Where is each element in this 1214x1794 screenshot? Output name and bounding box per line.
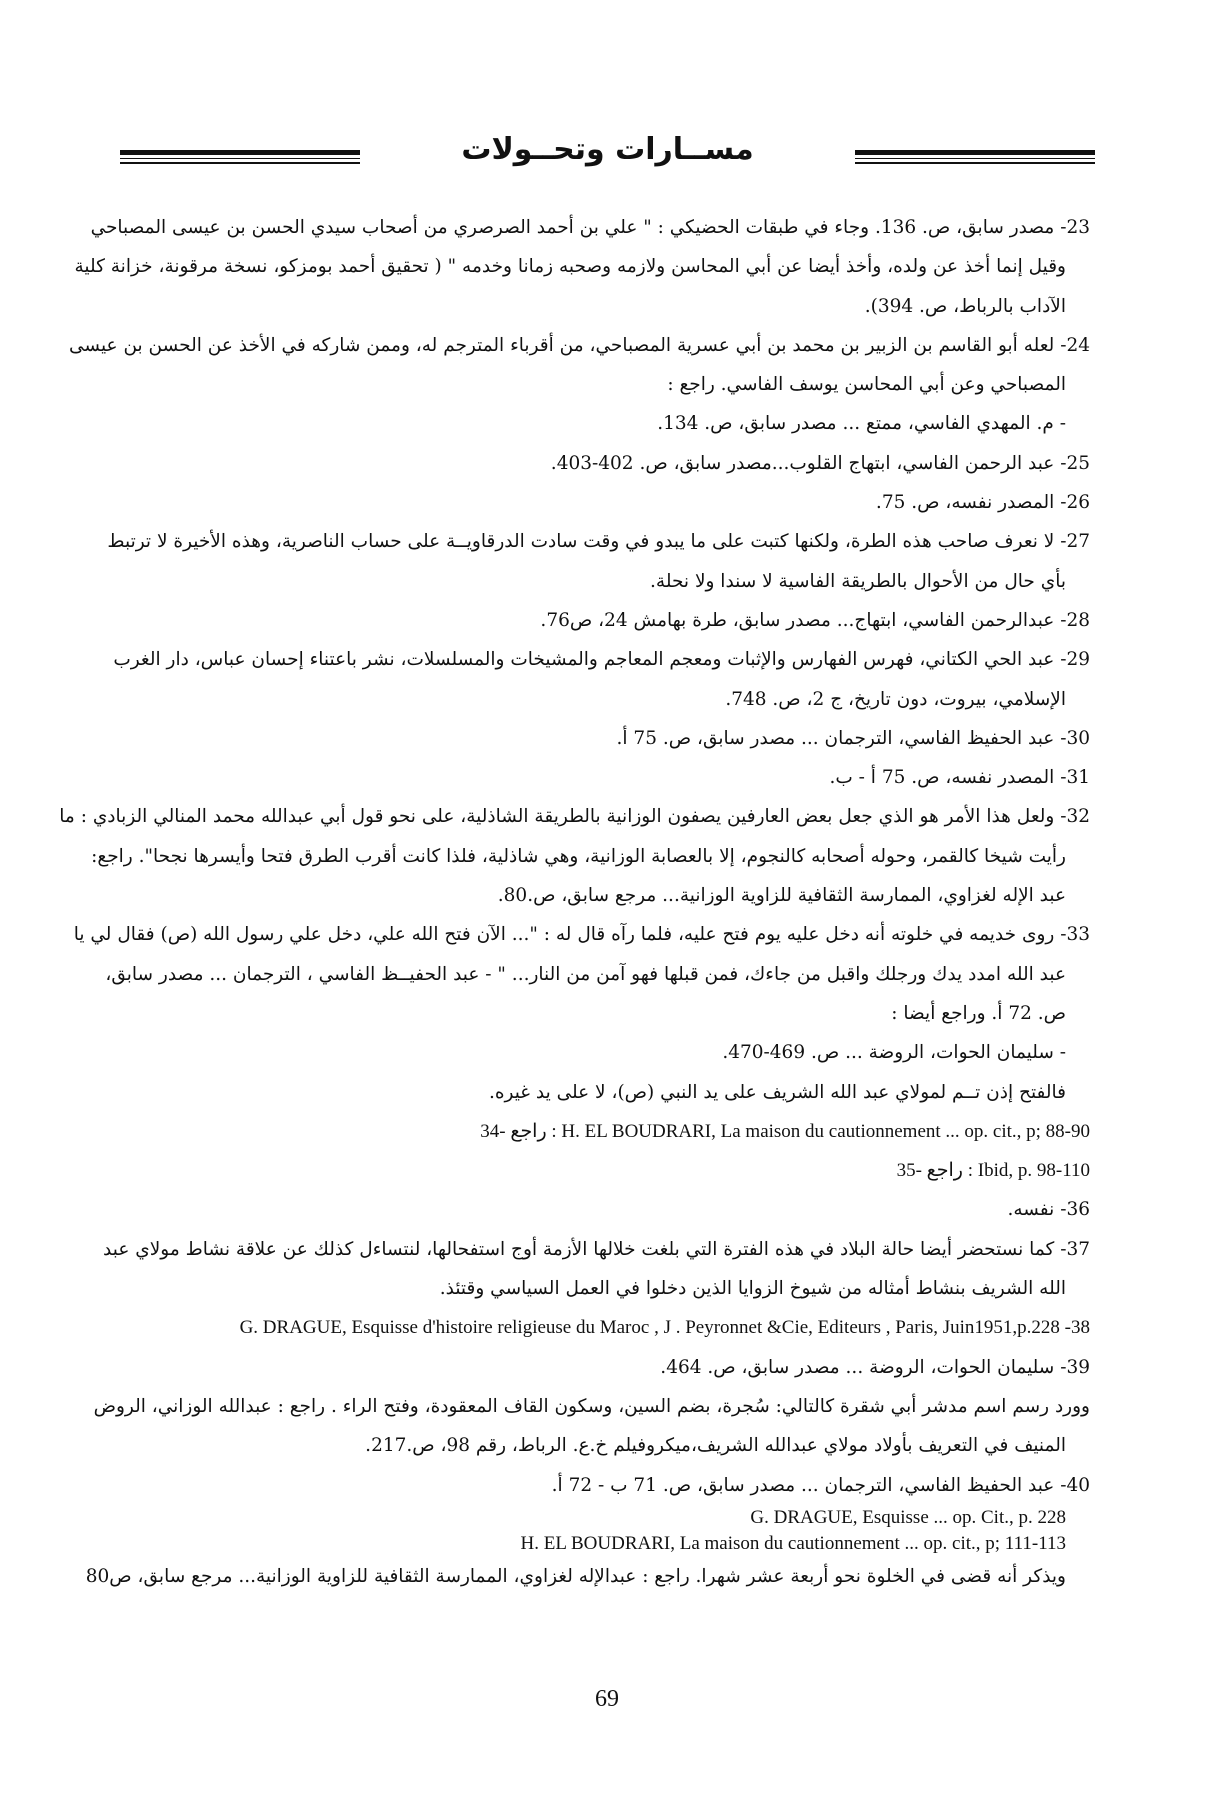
note-38: G. DRAGUE, Esquisse d'histoire religieuse du Maroc , J . Peyronnet &Cie, Editeurs , Paris, Juin1951,p.228 -38 — [239, 1317, 1090, 1339]
note-37-line-1: 37- كما نستحضر أيضا حالة البلاد في هذه الفترة التي بلغت خلالها الأزمة أوج استفحالها، لنتساءل كذلك عن علاقة نشاط مولاي عبد — [103, 1238, 1090, 1260]
note-40: 40- عبد الحفيظ الفاسي، الترجمان ... مصدر سابق، ص. 71 ب - 72 أ. — [551, 1474, 1090, 1496]
note-28: 28- عبدالرحمن الفاسي، ابتهاج... مصدر سابق، طرة بهامش 24، ص76. — [540, 609, 1090, 631]
note-39-line-1: 39- سليمان الحوات، الروضة ... مصدر سابق، ص. 464. — [660, 1356, 1090, 1378]
note-31: 31- المصدر نفسه، ص. 75 أ - ب. — [829, 767, 1090, 789]
note-40-ref-2: H. EL BOUDRARI, La maison du cautionnement ... op. cit., p; 111-113 — [520, 1532, 1066, 1554]
running-header — [120, 132, 1095, 182]
note-24-line-2: المصباحي وعن أبي المحاسن يوسف الفاسي. راجع : — [667, 374, 1066, 396]
note-40-ref-1: G. DRAGUE, Esquisse ... op. Cit., p. 228 — [750, 1506, 1066, 1528]
note-33-line-1: 33- روى خديمه في خلوته أنه دخل عليه يوم فتح عليه، فلما رآه قال له : "... الآن فتح الله علي، دخل علي رسول الله (ص) فقال لي يا — [73, 924, 1090, 946]
note-35: 35- راجع : Ibid, p. 98-110 — [896, 1160, 1090, 1182]
note-32-line-2: رأيت شيخا كالقمر، وحوله أصحابه كالنجوم، إلا بالعصابة الوزانية، وهي شاذلية، فلذا كانت أقرب الطرق فتحا وأيسرها نجحا". راجع: — [91, 845, 1066, 867]
note-32-line-1: 32- ولعل هذا الأمر هو الذي جعل بعض العارفين يصفون الوزانية بالطريقة الشاذلية، على نحو قول أبي عبدالله محمد المنالي الزبادي : ما — [59, 806, 1090, 828]
note-40-line-2: ويذكر أنه قضى في الخلوة نحو أربعة عشر شهرا. راجع : عبدالإله لغزاوي، الممارسة الثقافية للزاوية الوزانية... مرجع سابق، ص80 — [85, 1565, 1066, 1587]
note-30: 30- عبد الحفيظ الفاسي، الترجمان ... مصدر سابق، ص. 75 أ. — [616, 727, 1090, 749]
note-39-line-2: وورد رسم اسم مدشر أبي شقرة كالتالي: سُجرة، بضم السين، وسكون القاف المعقودة، وفتح الراء . راجع : عبدالله الوزاني، الروض — [93, 1395, 1090, 1417]
note-34: 34- راجع : H. EL BOUDRARI, La maison du cautionnement ... op. cit., p; 88-90 — [480, 1120, 1090, 1142]
note-29-line-2: الإسلامي، بيروت، دون تاريخ، ج 2، ص. 748. — [725, 688, 1066, 710]
note-24-line-1: 24- لعله أبو القاسم بن الزبير بن محمد بن أبي عسرية المصباحي، من أقرباء المترجم له، وممن شاركه في الأخذ عن الحسن بن عيسى — [69, 334, 1090, 356]
note-26: 26- المصدر نفسه، ص. 75. — [875, 492, 1090, 514]
header-title: مســارات وتحــولات — [461, 132, 754, 167]
note-33-line-2: عبد الله امدد يدك ورجلك واقبل من جاءك، فمن قبلها فهو آمن من النار... " - عبد الحفيــظ الفاسي ، الترجمان ... مصدر سابق، — [105, 963, 1066, 985]
note-27-line-2: بأي حال من الأحوال بالطريقة الفاسية لا سندا ولا نحلة. — [650, 570, 1066, 592]
note-32-line-3: عبد الإله لغزاوي، الممارسة الثقافية للزاوية الوزانية... مرجع سابق، ص.80. — [497, 885, 1066, 907]
note-33-line-4: - سليمان الحوات، الروضة ... ص. 469-470. — [722, 1042, 1066, 1064]
page-number: 69 — [595, 1686, 619, 1712]
note-23-line-2: وقيل إنما أخذ عن ولده، وأخذ أيضا عن أبي المحاسن ولازمه وصحبه زمانا وخدمه " ( تحقيق أحمد بومزكو، نسخة مرقونة، خزانة كلية — [74, 256, 1066, 278]
note-27-line-1: 27- لا نعرف صاحب هذه الطرة، ولكنها كتبت على ما يبدو في وقت سادت الدرقاويــة على حساب الناصرية، وهذه الأخيرة لا ترتبط — [107, 531, 1090, 553]
note-24-line-3: - م. المهدي الفاسي، ممتع ... مصدر سابق، ص. 134. — [657, 413, 1066, 435]
note-23-line-1: 23- مصدر سابق، ص. 136. وجاء في طبقات الحضيكي : " علي بن أحمد الصرصري من أصحاب سيدي الحسن بن عيسى المصباحي — [90, 217, 1090, 238]
note-33-line-3: ص. 72 أ. وراجع أيضا : — [891, 1002, 1066, 1024]
note-39-line-3: المنيف في التعريف بأولاد مولاي عبدالله الشريف،ميكروفيلم خ.ع. الرباط، رقم 98، ص.217. — [365, 1435, 1066, 1457]
header-rule-right — [855, 150, 1095, 164]
note-23-line-3: الآداب بالرباط، ص. 394). — [864, 295, 1066, 317]
note-25: 25- عبد الرحمن الفاسي، ابتهاج القلوب...مصدر سابق، ص. 402-403. — [550, 452, 1090, 474]
note-29-line-1: 29- عبد الحي الكتاني، فهرس الفهارس والإثبات ومعجم المعاجم والمشيخات والمسلسلات، نشر باعتناء إحسان عباس، دار الغرب — [113, 649, 1090, 671]
footnotes — [59, 208, 1090, 1596]
note-37-line-2: الله الشريف بنشاط أمثاله من شيوخ الزوايا الذين دخلوا في العمل السياسي وقتئذ. — [439, 1278, 1066, 1300]
note-33-line-5: فالفتح إذن تــم لمولاي عبد الله الشريف على يد النبي (ص)، لا على يد غيره. — [488, 1081, 1066, 1103]
note-36: 36- نفسه. — [1007, 1199, 1090, 1221]
